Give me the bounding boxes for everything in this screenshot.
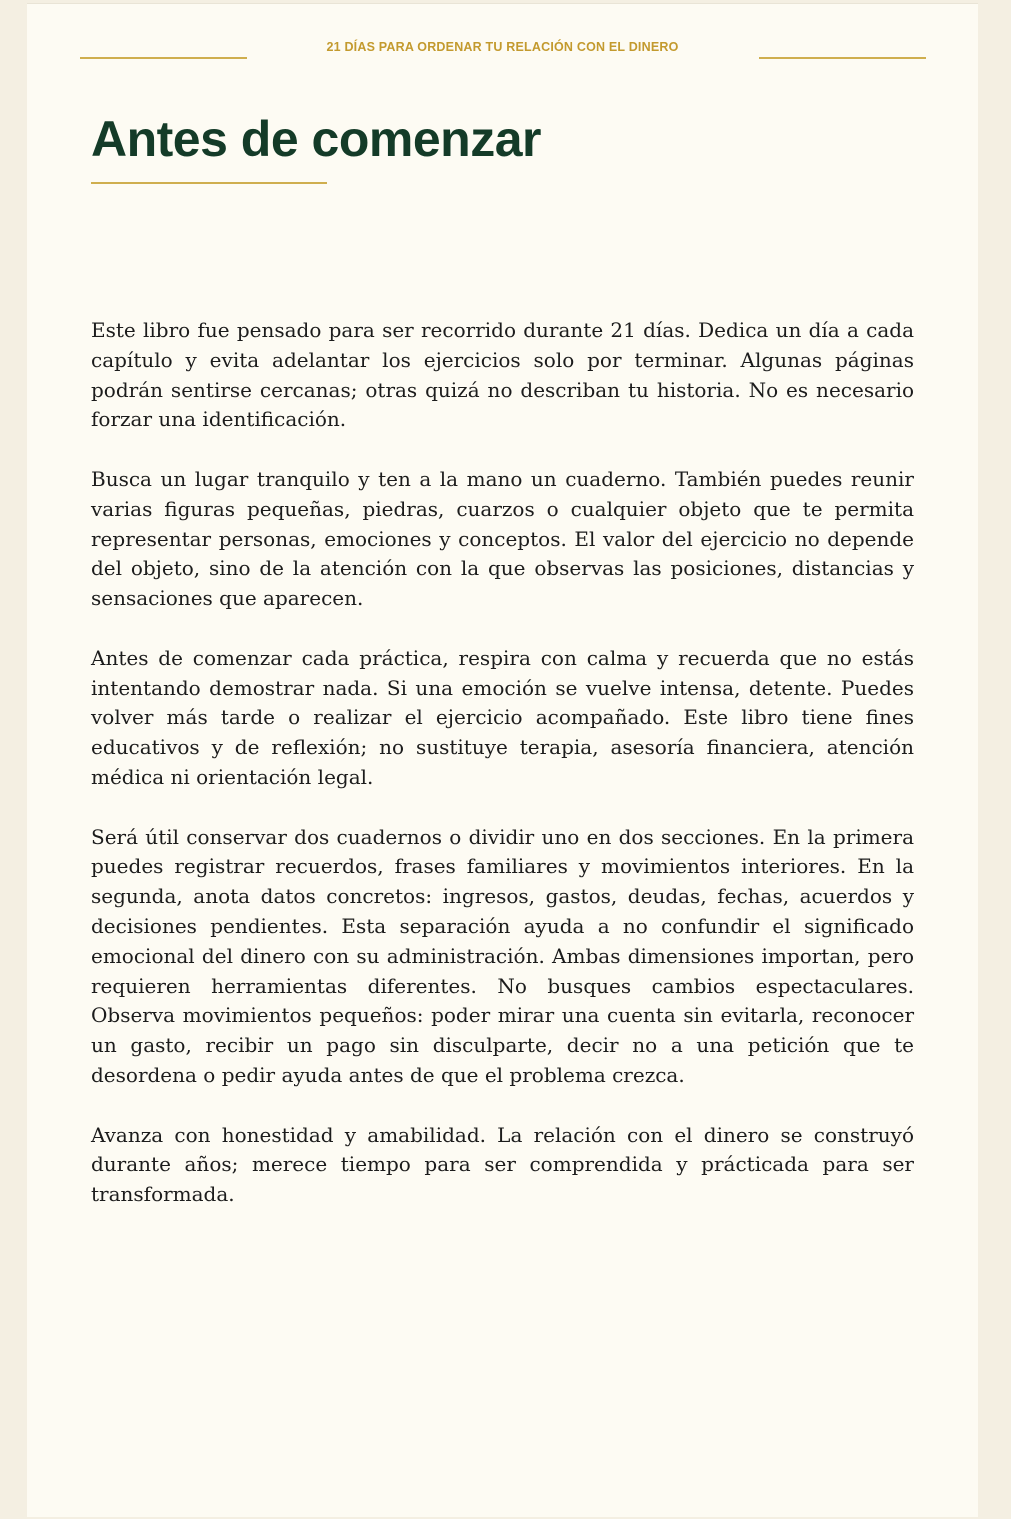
header-rule-right bbox=[759, 57, 926, 59]
header-rule-left bbox=[80, 57, 247, 59]
paragraph: Antes de comenzar cada práctica, respira con calma y recuerda que no estás intentando demostrar nada. Si una emoción se vuelve intensa, detente. Puedes volver más tarde o realizar el ejercicio acompañado. Este libro tiene fines educativos y de reflexión; no sustituye terapia, asesoría financiera, atención médica ni orientación legal. bbox=[91, 645, 914, 789]
paragraph: Busca un lugar tranquilo y ten a la mano un cuaderno. También puedes reunir varias figuras pequeñas, piedras, cuarzos o cualquier objeto que te permita representar personas, emociones y conceptos. El valor del ejercicio no depende del objeto, sino de la atención con la que observas las posiciones, distancias y sensaciones que aparecen. bbox=[91, 466, 914, 611]
paragraph: Será útil conservar dos cuadernos o dividir uno en dos secciones. En la primera puedes registrar recuerdos, frases familiares y movimientos interiores. En la segunda, anota datos concretos: ingresos, gastos, deudas, fechas, acuerdos y decisiones pendientes. Esta separación ayuda a no confundir el significado emocional del dinero con su administración. Ambas dimensiones importan, pero requieren herramientas diferentes. No busques cambios espectaculares. Observa movimientos pequeños: poder mirar una cuenta sin evitarla, reconocer un gasto, recibir un pago sin disculparte, decir no a una petición que te desordena o pedir ayuda antes de que el problema crezca. bbox=[91, 824, 914, 1087]
title-underline bbox=[91, 182, 327, 184]
paragraph: Avanza con honestidad y amabilidad. La relación con el dinero se construyó durante años; merece tiempo para ser comprendida y prácticada para ser transformada. bbox=[91, 1122, 914, 1207]
paragraph: Este libro fue pensado para ser recorrido durante 21 días. Dedica un día a cada capítulo y evita adelantar los ejercicios solo por terminar. Algunas páginas podrán sentirse cercanas; otras quizá no describan tu historia. No es necesario forzar una identificación. bbox=[91, 318, 914, 432]
document-page bbox=[27, 3, 978, 1517]
running-header: 21 DÍAS PARA ORDENAR TU RELACIÓN CON EL DINERO bbox=[326, 40, 679, 54]
chapter-title: Antes de comenzar bbox=[91, 111, 541, 167]
chapter-body bbox=[91, 316, 914, 1240]
